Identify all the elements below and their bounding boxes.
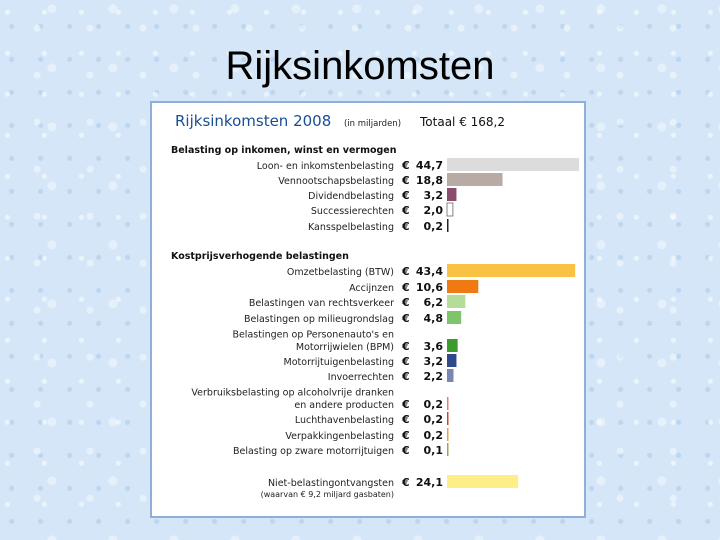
bar bbox=[447, 158, 579, 171]
bar-label: Dividendbelasting bbox=[308, 191, 394, 202]
bar bbox=[447, 311, 461, 324]
bar-value-label: 3,2 bbox=[423, 189, 443, 202]
bar-label: Accijnzen bbox=[349, 283, 394, 294]
chart-total: Totaal € 168,2 bbox=[420, 115, 505, 129]
currency-symbol: € bbox=[402, 281, 410, 294]
bar-value-label: 0,2 bbox=[423, 220, 443, 233]
bar bbox=[447, 397, 449, 410]
bar-label: Kansspelbelasting bbox=[307, 222, 394, 233]
currency-symbol: € bbox=[402, 174, 410, 187]
section-heading: Belasting op inkomen, winst en vermogen bbox=[171, 145, 397, 156]
currency-symbol: € bbox=[402, 444, 410, 457]
bar bbox=[447, 475, 518, 488]
bar-value-label: 0,2 bbox=[423, 398, 443, 411]
bar-label: Verpakkingenbelasting bbox=[285, 431, 394, 442]
bar bbox=[447, 428, 449, 441]
bar bbox=[447, 443, 449, 456]
bar-label: Successierechten bbox=[310, 206, 394, 217]
bar bbox=[447, 264, 575, 277]
currency-symbol: € bbox=[402, 340, 410, 353]
currency-symbol: € bbox=[402, 312, 410, 325]
bar-label: Verbruiksbelasting op alcoholvrije dranken bbox=[191, 387, 394, 399]
bar-label: Loon- en inkomstenbelasting bbox=[256, 161, 394, 172]
currency-symbol: € bbox=[402, 296, 410, 309]
bar-label: Niet-belastingontvangsten bbox=[267, 478, 394, 489]
bar bbox=[447, 173, 503, 186]
bar bbox=[447, 354, 456, 367]
bar-label: Belastingen op milieugrondslag bbox=[243, 314, 394, 325]
bar-label: Motorrijtuigenbelasting bbox=[283, 357, 394, 368]
bar-value-label: 3,6 bbox=[423, 340, 443, 353]
section-heading: Kostprijsverhogende belastingen bbox=[171, 251, 349, 262]
bar-value-label: 0,2 bbox=[423, 413, 443, 426]
bar-value-label: 10,6 bbox=[415, 281, 443, 294]
chart-panel bbox=[150, 101, 586, 518]
bar bbox=[447, 203, 453, 216]
bar bbox=[447, 295, 465, 308]
bar-value-label: 4,8 bbox=[423, 312, 443, 325]
bar-label: Motorrijwielen (BPM) bbox=[295, 342, 394, 353]
chart-title: Rijksinkomsten 2008 bbox=[175, 112, 332, 130]
bar-label: Invoerrechten bbox=[327, 372, 394, 383]
bar-sublabel: (waarvan € 9,2 miljard gasbaten) bbox=[260, 490, 394, 499]
bar-label: Belasting op zware motorrijtuigen bbox=[232, 446, 394, 457]
currency-symbol: € bbox=[402, 476, 410, 489]
bar-label: Belastingen op Personenauto's en bbox=[232, 329, 394, 341]
chart-rows bbox=[171, 145, 579, 499]
bar-value-label: 43,4 bbox=[415, 265, 443, 278]
bar-label: Vennootschapsbelasting bbox=[278, 176, 394, 187]
bar-label: en andere producten bbox=[294, 400, 394, 411]
bar-value-label: 18,8 bbox=[415, 174, 443, 187]
bar-value-label: 6,2 bbox=[423, 296, 443, 309]
currency-symbol: € bbox=[402, 370, 410, 383]
revenue-bar-chart bbox=[152, 103, 584, 516]
currency-symbol: € bbox=[402, 159, 410, 172]
currency-symbol: € bbox=[402, 265, 410, 278]
slide-title: Rijksinkomsten bbox=[225, 44, 495, 88]
currency-symbol: € bbox=[402, 189, 410, 202]
bar-value-label: 0,1 bbox=[423, 444, 443, 457]
bar bbox=[447, 280, 478, 293]
bar-label: Omzetbelasting (BTW) bbox=[286, 267, 394, 278]
bar-label: Belastingen van rechtsverkeer bbox=[248, 298, 394, 309]
currency-symbol: € bbox=[402, 204, 410, 217]
chart-unit: (in miljarden) bbox=[344, 119, 402, 129]
bar bbox=[447, 188, 456, 201]
bar-value-label: 24,1 bbox=[415, 476, 443, 489]
bar bbox=[447, 369, 454, 382]
bar-value-label: 0,2 bbox=[423, 429, 443, 442]
currency-symbol: € bbox=[402, 429, 410, 442]
bar-value-label: 2,0 bbox=[423, 204, 443, 217]
bar-value-label: 2,2 bbox=[423, 370, 443, 383]
bar bbox=[447, 219, 449, 232]
currency-symbol: € bbox=[402, 355, 410, 368]
currency-symbol: € bbox=[402, 220, 410, 233]
currency-symbol: € bbox=[402, 413, 410, 426]
bar bbox=[447, 339, 458, 352]
bar-label: Luchthavenbelasting bbox=[294, 415, 394, 426]
bar-value-label: 44,7 bbox=[415, 159, 443, 172]
bar-value-label: 3,2 bbox=[423, 355, 443, 368]
bar bbox=[447, 412, 449, 425]
currency-symbol: € bbox=[402, 398, 410, 411]
